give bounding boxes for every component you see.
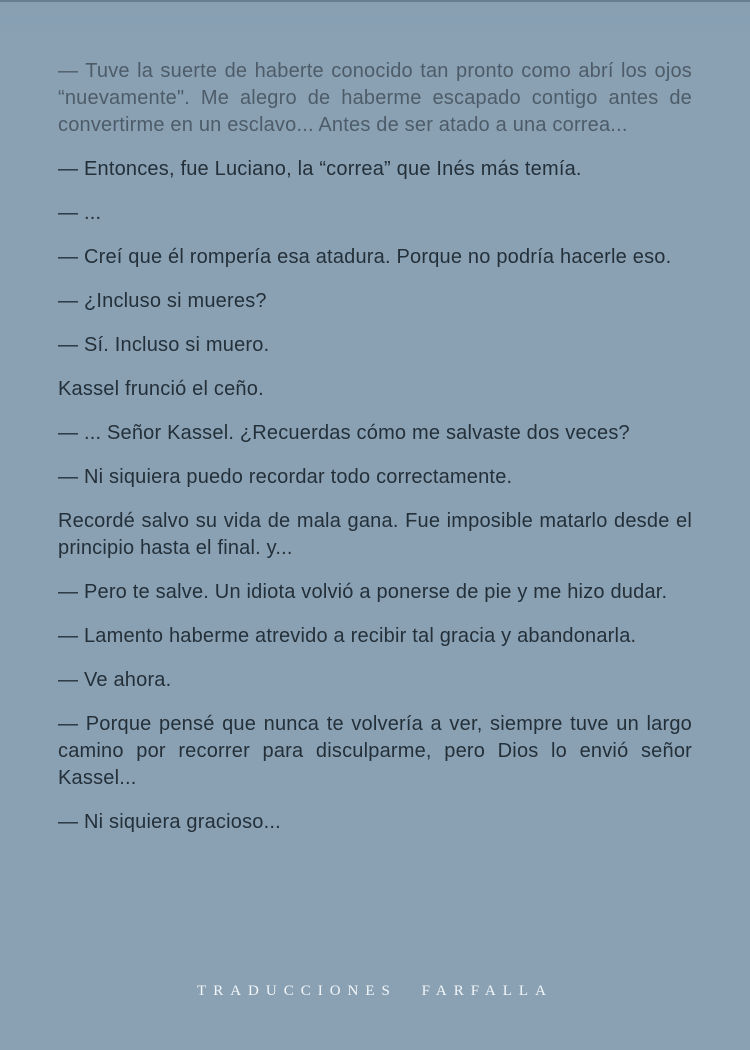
narration-paragraph: Recordé salvo su vida de mala gana. Fue imposible matarlo desde el principio hasta el final. y...	[58, 510, 692, 559]
dialogue-paragraph: — Ve ahora.	[58, 669, 172, 691]
dialogue-paragraph: — Sí. Incluso si muero.	[58, 334, 270, 356]
text-column	[58, 58, 692, 853]
top-edge-shadow	[0, 0, 750, 2]
dialogue-paragraph: — ... Señor Kassel. ¿Recuerdas cómo me salvaste dos veces?	[58, 422, 630, 444]
dialogue-paragraph: — Pero te salve. Un idiota volvió a ponerse de pie y me hizo dudar.	[58, 581, 668, 603]
dialogue-paragraph: — ...	[58, 202, 102, 224]
dialogue-paragraph: — Lamento haberme atrevido a recibir tal gracia y abandonarla.	[58, 625, 637, 647]
dialogue-paragraph: — Tuve la suerte de haberte conocido tan pronto como abrí los ojos “nuevamente". Me alegro de haberme escapado contigo antes de convertirme en un esclavo... Antes de ser atado a una correa...	[58, 60, 692, 136]
dialogue-paragraph: — Ni siquiera gracioso...	[58, 811, 281, 833]
dialogue-paragraph: — Creí que él rompería esa atadura. Porque no podría hacerle eso.	[58, 246, 672, 268]
dialogue-paragraph: — Porque pensé que nunca te volvería a ver, siempre tuve un largo camino por recorrer para disculparme, pero Dios lo envió señor Kassel...	[58, 713, 692, 789]
dialogue-paragraph: — Ni siquiera puedo recordar todo correctamente.	[58, 466, 513, 488]
translator-watermark: TRADUCCIONES FARFALLA	[197, 983, 553, 999]
narration-paragraph: Kassel frunció el ceño.	[58, 378, 264, 400]
dialogue-paragraph: — Entonces, fue Luciano, la “correa” que Inés más temía.	[58, 158, 582, 180]
dialogue-paragraph: — ¿Incluso si mueres?	[58, 290, 267, 312]
